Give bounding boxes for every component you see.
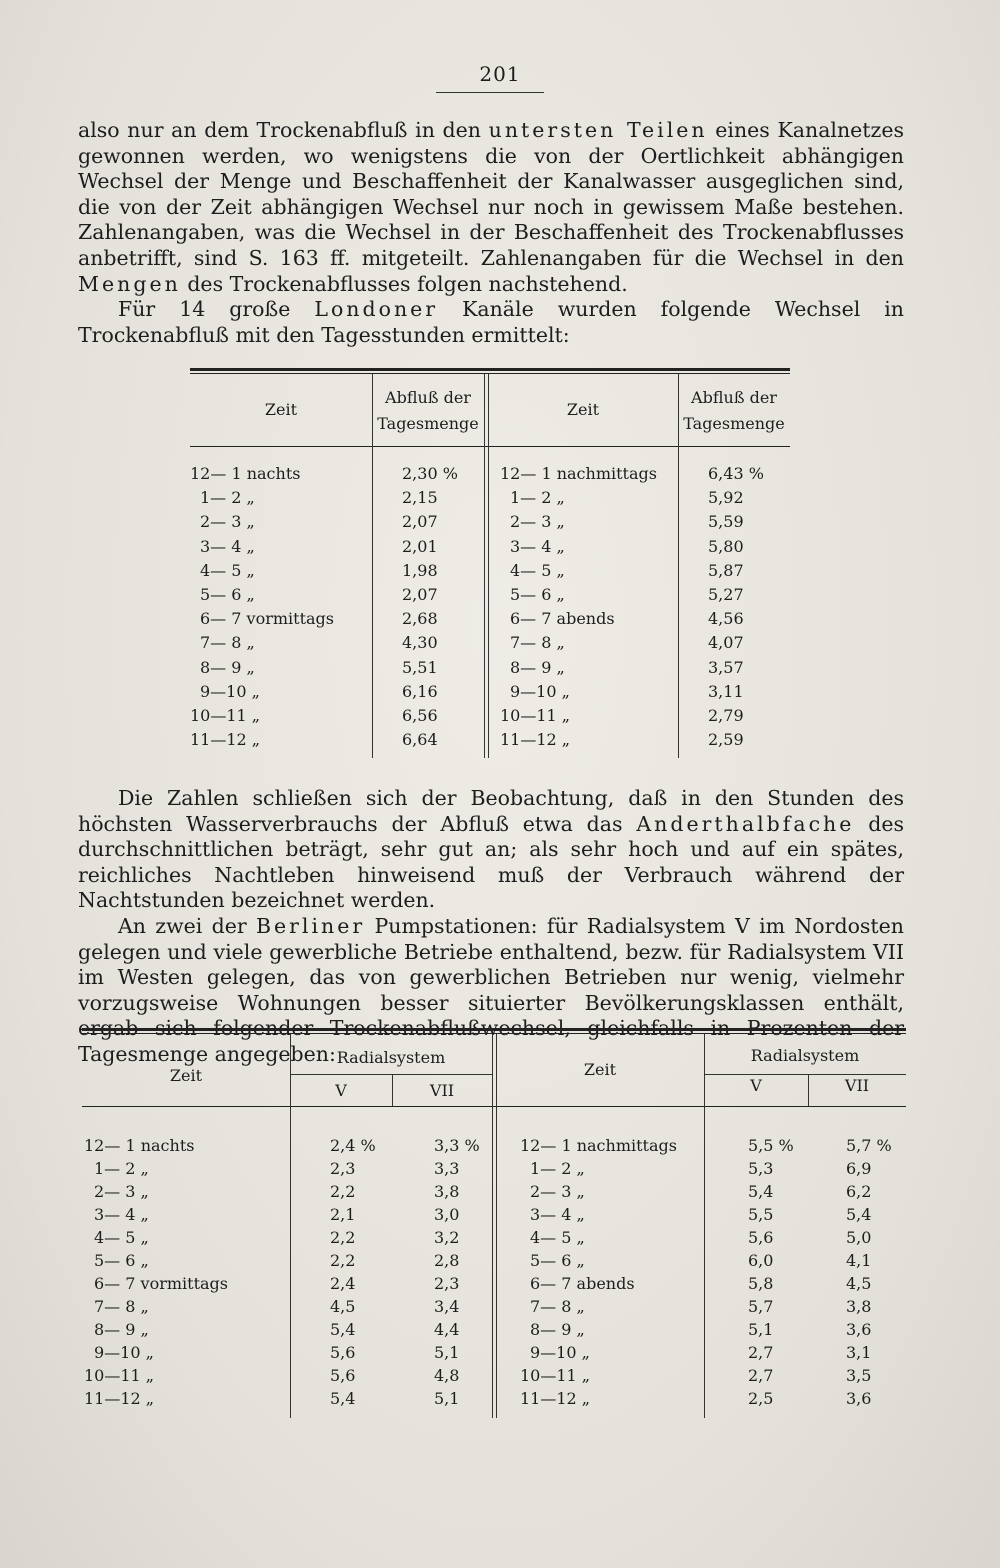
time-cell-right: 7— 8 „ <box>530 1297 585 1316</box>
time-cell-right: 12— 1 nachmittags <box>520 1136 677 1155</box>
table-top-rule <box>190 368 790 371</box>
table-top-rule-thin <box>82 1033 906 1034</box>
time-cell-right: 8— 9 „ <box>530 1320 585 1339</box>
time-cell-right: 11—12 „ <box>520 1389 591 1408</box>
time-cell-left: 10—11 „ <box>190 706 261 725</box>
time-cell-right: 3— 4 „ <box>510 536 565 556</box>
page-number-rule <box>436 92 544 93</box>
text-run: Pumpstationen: für Radialsystem V im Nordosten gelegen und viele gewerbliche Betriebe enthaltend, bezw. für Radialsystem VII im Westen gelegen, das von gewerblichen Betrieben nur wenig, vielmehr vorzugsweise Wohnungen besser situierter Bevölkerungsklassen enthält, ergab sich folgender Trockenabflußwechsel, gleichfalls in Prozenten der Tagesmenge angegeben: <box>78 913 904 1066</box>
time-cell-right: 4— 5 „ <box>530 1228 585 1247</box>
value-cell-right: 2,59 <box>708 730 744 750</box>
time-cell-right: 5— 6 „ <box>530 1251 585 1270</box>
radial-v-cell-left: 2,4 % <box>330 1136 376 1155</box>
table-row <box>190 510 790 534</box>
text-block-top <box>78 118 904 348</box>
radial-v-cell-right: 5,5 <box>748 1205 774 1224</box>
radial-vii-cell-right: 5,0 <box>846 1228 872 1247</box>
table-row <box>190 656 790 680</box>
radial-v-cell-right: 5,3 <box>748 1159 774 1178</box>
value-cell-left: 1,98 <box>402 560 438 580</box>
table-row <box>82 1272 906 1295</box>
radial-vii-cell-right: 3,6 <box>846 1320 872 1339</box>
text-run: Für 14 große <box>118 297 315 322</box>
value-cell-left: 2,30 % <box>402 464 458 483</box>
table-row <box>82 1203 906 1226</box>
radial-vii-cell-left: 3,4 <box>434 1297 460 1316</box>
emphasized-text: Anderthalbfache <box>636 811 855 836</box>
time-cell-right: 6— 7 abends <box>510 609 615 629</box>
header-zeit-left: Zeit <box>169 1066 203 1085</box>
table-row <box>190 631 790 655</box>
time-cell-right: 10—11 „ <box>520 1366 591 1385</box>
time-cell-right: 2— 3 „ <box>530 1182 585 1201</box>
table-row <box>82 1249 906 1272</box>
value-cell-left: 2,07 <box>402 512 438 532</box>
time-cell-left: 2— 3 „ <box>200 512 255 532</box>
radial-vii-cell-left: 3,0 <box>434 1205 460 1224</box>
berlin-table <box>82 1028 906 1418</box>
radial-v-cell-right: 5,6 <box>748 1228 774 1247</box>
time-cell-right: 9—10 „ <box>530 1343 590 1362</box>
header-abfluss-right-2: Tagesmenge <box>683 414 785 433</box>
subheader-rule-left <box>290 1074 492 1075</box>
radial-vii-cell-left: 5,1 <box>434 1389 460 1408</box>
radial-vii-cell-left: 2,8 <box>434 1251 460 1270</box>
radial-v-cell-left: 2,1 <box>330 1205 356 1224</box>
table-row <box>190 486 790 510</box>
value-cell-right: 5,80 <box>708 536 744 556</box>
time-cell-right: 9—10 „ <box>510 681 570 701</box>
paragraph-london-intro <box>78 297 904 348</box>
radial-vii-cell-right: 6,9 <box>846 1159 872 1178</box>
emphasized-text: untersten Teilen <box>488 118 708 142</box>
emphasized-text: Berliner <box>255 913 366 938</box>
text-run: Die Zahlen schließen sich der Beobachtung, daß in den Stunden des höchsten Wasserverbrauchs der Abfluß etwa das <box>78 786 904 836</box>
radial-v-cell-right: 6,0 <box>748 1251 774 1270</box>
time-cell-right: 6— 7 abends <box>530 1274 635 1293</box>
time-cell-left: 4— 5 „ <box>200 560 255 580</box>
radial-v-cell-right: 2,7 <box>748 1343 774 1362</box>
radial-v-cell-right: 5,8 <box>748 1274 774 1293</box>
radial-v-cell-left: 5,4 <box>330 1389 356 1408</box>
value-cell-left: 6,64 <box>402 730 438 750</box>
radial-v-cell-right: 5,5 % <box>748 1136 794 1155</box>
emphasized-text: Mengen <box>78 271 181 296</box>
radial-vii-cell-right: 5,4 <box>846 1205 872 1224</box>
time-cell-right: 3— 4 „ <box>530 1205 585 1224</box>
time-cell-left: 8— 9 „ <box>200 657 255 677</box>
radial-vii-cell-right: 5,7 % <box>846 1136 892 1155</box>
time-cell-left: 4— 5 „ <box>94 1228 149 1247</box>
table-row <box>190 535 790 559</box>
header-abfluss-left-2: Tagesmenge <box>377 414 479 433</box>
text-run: An zwei der <box>118 913 256 938</box>
header-v-left: V <box>335 1081 347 1100</box>
time-cell-left: 9—10 „ <box>94 1343 154 1362</box>
paragraph-trockenabfluss <box>78 118 904 297</box>
header-zeit-right: Zeit <box>566 400 600 419</box>
table-row <box>190 704 790 728</box>
radial-v-cell-left: 5,6 <box>330 1366 356 1385</box>
value-cell-right: 3,57 <box>708 657 744 677</box>
text-run: Kanäle wurden folgende Wechsel in Trockenabfluß mit den Tagesstunden ermittelt: <box>78 297 904 347</box>
radial-v-cell-right: 5,1 <box>748 1320 774 1339</box>
value-cell-right: 4,56 <box>708 609 744 629</box>
text-block-bottom <box>78 786 904 1068</box>
radial-v-cell-left: 2,2 <box>330 1228 356 1247</box>
time-cell-left: 10—11 „ <box>84 1366 155 1385</box>
text-run: eines Kanalnetzes gewonnen werden, wo wenigstens die von der Oertlichkeit abhängigen Wechsel der Menge und Beschaffenheit der Kanalwasser ausgeglichen sind, die von der Zeit abhängigen Wechsel nur noch in gewissem Maße bestehen. Zahlenangaben, was die Wechsel in der Beschaffenheit des Trockenabflusses anbetrifft, sind S. 163 ff. mitgeteilt. Zahlenangaben für die Wechsel in den <box>78 118 904 270</box>
value-cell-right: 5,27 <box>708 585 744 604</box>
table-row <box>190 583 790 607</box>
table-row <box>82 1157 906 1180</box>
table-row <box>82 1134 906 1157</box>
value-cell-left: 6,56 <box>402 706 438 725</box>
table-top-rule-thin <box>190 373 790 374</box>
table-row <box>82 1387 906 1410</box>
time-cell-left: 8— 9 „ <box>94 1320 149 1339</box>
radial-vii-cell-left: 3,2 <box>434 1228 460 1247</box>
time-cell-left: 12— 1 nachts <box>190 464 301 483</box>
radial-v-cell-left: 4,5 <box>330 1297 356 1316</box>
header-v-right: V <box>750 1076 762 1095</box>
time-cell-left: 1— 2 „ <box>94 1159 149 1178</box>
radial-vii-cell-right: 3,1 <box>846 1343 872 1362</box>
time-cell-left: 6— 7 vormittags <box>94 1274 228 1293</box>
time-cell-left: 7— 8 „ <box>200 633 255 653</box>
time-cell-right: 7— 8 „ <box>510 633 565 653</box>
time-cell-left: 3— 4 „ <box>94 1205 149 1224</box>
value-cell-right: 5,59 <box>708 512 744 532</box>
table-row <box>190 607 790 631</box>
table-row <box>82 1226 906 1249</box>
value-cell-left: 6,16 <box>402 681 438 701</box>
radial-vii-cell-left: 4,8 <box>434 1366 460 1385</box>
value-cell-left: 2,01 <box>402 536 438 556</box>
table-row <box>190 559 790 583</box>
time-cell-left: 12— 1 nachts <box>84 1136 195 1155</box>
time-cell-left: 3— 4 „ <box>200 536 255 556</box>
time-cell-left: 6— 7 vormittags <box>200 609 334 629</box>
time-cell-left: 11—12 „ <box>84 1389 155 1408</box>
paragraph-beobachtung <box>78 786 904 914</box>
time-cell-left: 7— 8 „ <box>94 1297 149 1316</box>
header-abfluss-right-1: Abfluß der <box>691 388 777 407</box>
table-row <box>82 1364 906 1387</box>
text-run: also nur an dem Trockenabfluß in den <box>78 118 489 142</box>
time-cell-left: 2— 3 „ <box>94 1182 149 1201</box>
value-cell-left: 5,51 <box>402 657 438 677</box>
value-cell-left: 2,07 <box>402 585 438 604</box>
header-zeit-left: Zeit <box>264 400 298 419</box>
time-cell-left: 11—12 „ <box>190 730 261 750</box>
radial-vii-cell-left: 2,3 <box>434 1274 460 1293</box>
radial-vii-cell-right: 3,5 <box>846 1366 872 1385</box>
radial-v-cell-left: 2,4 <box>330 1274 356 1293</box>
radial-v-cell-right: 5,7 <box>748 1297 774 1316</box>
radial-v-cell-left: 2,3 <box>330 1159 356 1178</box>
text-run: des durchschnittlichen beträgt, sehr gut an; als sehr hoch und auf ein spätes, reichliches Nachtleben hinweisend muß der Verbrauch während der Nachtstunden bezeichnet werden. <box>78 811 904 913</box>
value-cell-right: 5,87 <box>708 560 744 580</box>
value-cell-right: 4,07 <box>708 633 744 653</box>
header-vii-left: VII <box>429 1081 455 1100</box>
time-cell-right: 1— 2 „ <box>530 1159 585 1178</box>
radial-v-cell-right: 5,4 <box>748 1182 774 1201</box>
radial-v-cell-right: 2,5 <box>748 1389 774 1408</box>
radial-vii-cell-left: 4,4 <box>434 1320 460 1339</box>
radial-vii-cell-right: 4,5 <box>846 1274 872 1293</box>
radial-v-cell-left: 2,2 <box>330 1182 356 1201</box>
emphasized-text: Londoner <box>314 297 439 322</box>
time-cell-right: 11—12 „ <box>500 730 571 750</box>
radial-vii-cell-right: 6,2 <box>846 1182 872 1201</box>
time-cell-right: 5— 6 „ <box>510 585 565 604</box>
radial-v-cell-left: 2,2 <box>330 1251 356 1270</box>
header-radialsystem-right: Radialsystem <box>750 1046 860 1065</box>
table-row <box>190 680 790 704</box>
value-cell-right: 5,92 <box>708 488 744 508</box>
table-header-rule <box>190 446 790 447</box>
table-row <box>190 462 790 486</box>
value-cell-left: 2,15 <box>402 488 438 508</box>
time-cell-right: 8— 9 „ <box>510 657 565 677</box>
time-cell-right: 12— 1 nachmittags <box>500 464 657 483</box>
time-cell-right: 10—11 „ <box>500 706 571 725</box>
table-top-rule <box>82 1028 906 1031</box>
radial-vii-cell-left: 3,3 <box>434 1159 460 1178</box>
radial-v-cell-left: 5,4 <box>330 1320 356 1339</box>
radial-vii-cell-right: 3,6 <box>846 1389 872 1408</box>
time-cell-left: 5— 6 „ <box>200 585 255 604</box>
value-cell-left: 4,30 <box>402 633 438 653</box>
table-row <box>82 1180 906 1203</box>
radial-vii-cell-right: 3,8 <box>846 1297 872 1316</box>
value-cell-right: 6,43 % <box>708 464 764 483</box>
time-cell-left: 9—10 „ <box>200 681 260 701</box>
radial-vii-cell-left: 3,8 <box>434 1182 460 1201</box>
header-zeit-right: Zeit <box>583 1060 617 1079</box>
radial-vii-cell-left: 5,1 <box>434 1343 460 1362</box>
header-abfluss-left-1: Abfluß der <box>385 388 471 407</box>
time-cell-left: 5— 6 „ <box>94 1251 149 1270</box>
value-cell-left: 2,68 <box>402 609 438 629</box>
table-header-rule <box>82 1106 906 1107</box>
time-cell-right: 2— 3 „ <box>510 512 565 532</box>
radial-v-cell-right: 2,7 <box>748 1366 774 1385</box>
table-row <box>82 1318 906 1341</box>
radial-vii-cell-right: 4,1 <box>846 1251 872 1270</box>
radial-v-cell-left: 5,6 <box>330 1343 356 1362</box>
table-row <box>82 1341 906 1364</box>
page-number: 201 <box>479 62 521 86</box>
time-cell-right: 1— 2 „ <box>510 488 565 508</box>
header-vii-right: VII <box>844 1076 870 1095</box>
london-table <box>190 368 790 758</box>
text-run: des Trockenabflusses folgen nachstehend. <box>180 271 628 296</box>
table-row <box>82 1295 906 1318</box>
time-cell-left: 1— 2 „ <box>200 488 255 508</box>
value-cell-right: 3,11 <box>708 681 744 701</box>
time-cell-right: 4— 5 „ <box>510 560 565 580</box>
radial-vii-cell-left: 3,3 % <box>434 1136 480 1155</box>
header-radialsystem-left: Radialsystem <box>336 1048 446 1067</box>
value-cell-right: 2,79 <box>708 706 744 725</box>
table-row <box>190 728 790 752</box>
